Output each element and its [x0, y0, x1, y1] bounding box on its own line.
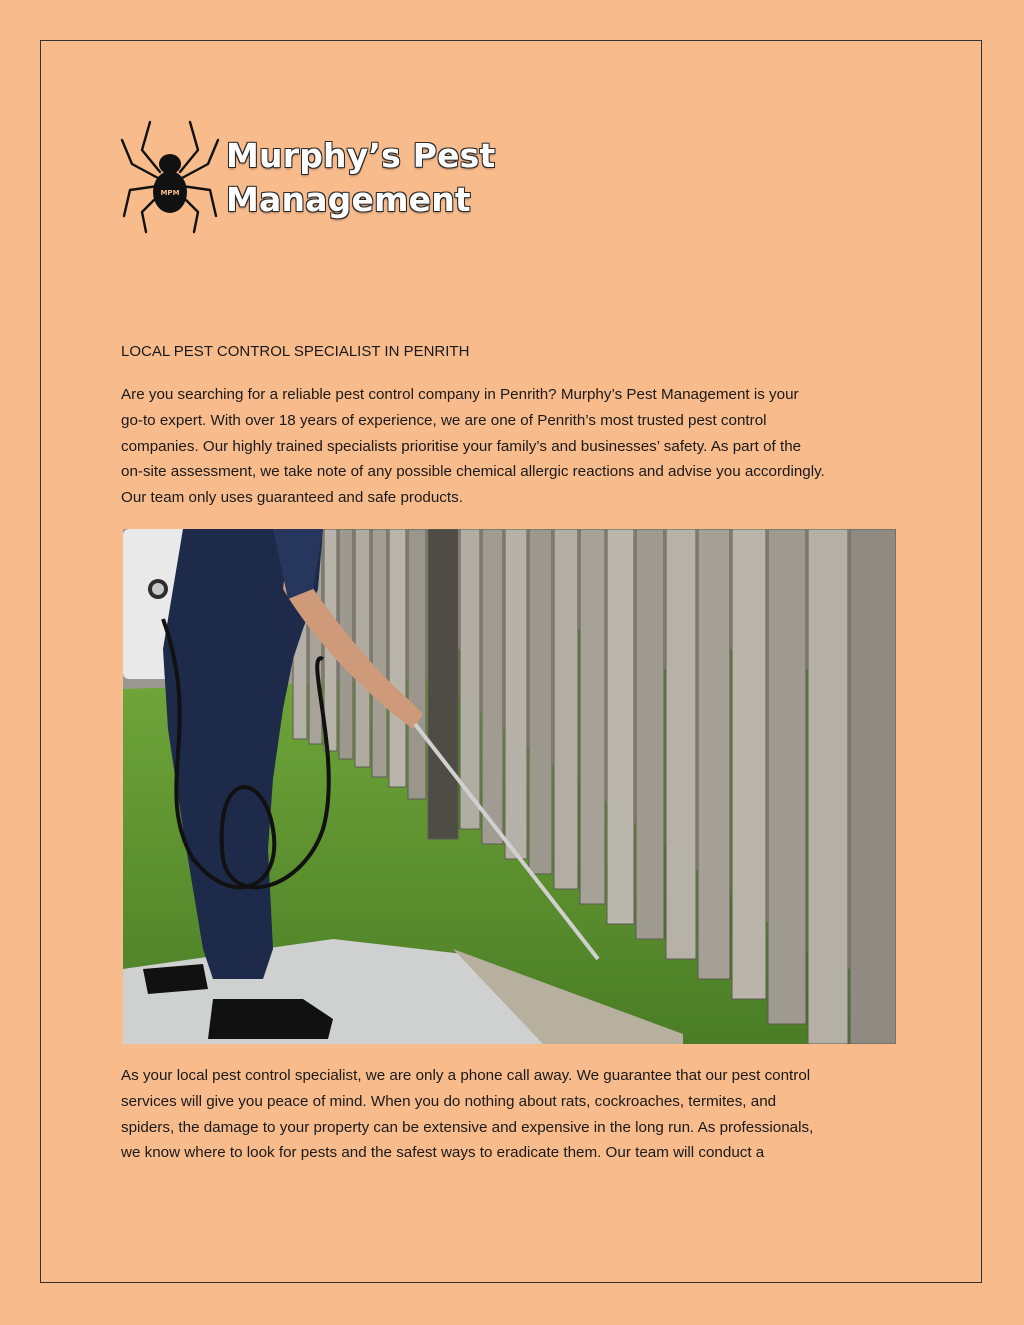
paragraph-line: services will give you peace of mind. When you do nothing about rats, cockroaches, termites, and [121, 1092, 777, 1110]
spider-icon [120, 120, 220, 235]
intro-paragraph [121, 382, 911, 511]
paragraph-line: we know where to look for pests and the safest ways to eradicate them. Our team will conduct a [121, 1144, 765, 1162]
pest-technician-photo [123, 529, 896, 1044]
services-paragraph [121, 1063, 911, 1166]
paragraph-line: companies. Our highly trained specialists prioritise your family’s and businesses’ safety. As part of the [121, 437, 802, 455]
logo-wordmark [226, 134, 495, 222]
paragraph-line: Our team only uses guaranteed and safe products. [121, 489, 463, 507]
paragraph-line: As your local pest control specialist, we are only a phone call away. We guarantee that our pest control [121, 1067, 811, 1084]
logo-text-line1: Murphy’s Pest [226, 136, 496, 175]
company-logo[interactable] [120, 120, 496, 235]
paragraph-line: on-site assessment, we take note of any possible chemical allergic reactions and advise you accordingly. [121, 463, 825, 481]
paragraph-line: spiders, the damage to your property can be extensive and expensive in the long run. As professionals, [121, 1118, 814, 1136]
logo-monogram: MPM [160, 189, 180, 197]
logo-text-line2: Management [226, 180, 471, 219]
paragraph-line: Are you searching for a reliable pest control company in Penrith? Murphy’s Pest Management is your [121, 386, 799, 403]
photo-illustration [123, 529, 896, 1044]
paragraph-line: go-to expert. With over 18 years of experience, we are one of Penrith’s most trusted pest control [121, 411, 767, 429]
section-heading: LOCAL PEST CONTROL SPECIALIST IN PENRITH [121, 343, 470, 360]
